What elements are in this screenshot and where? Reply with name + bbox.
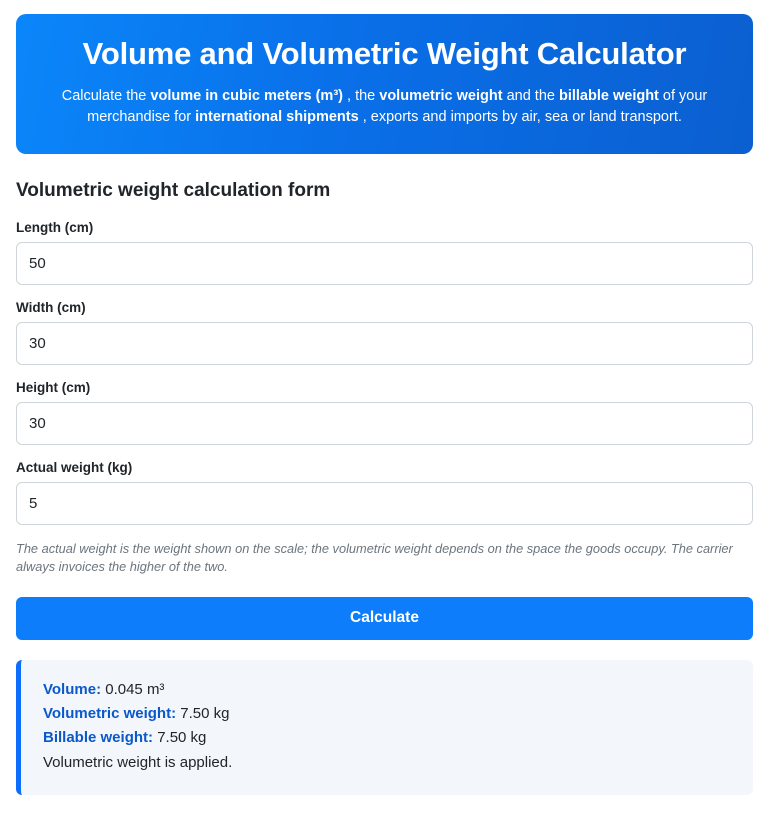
hero-subtitle-text-5: , exports and imports by air, sea or land transport. <box>358 108 682 125</box>
result-volume-row <box>43 678 733 702</box>
label-width: Width (cm) <box>16 299 86 315</box>
hero-subtitle-text-1: Calculate the <box>61 87 151 104</box>
hero-subtitle <box>40 86 729 128</box>
label-actual-weight: Actual weight (kg) <box>16 459 133 475</box>
hero-subtitle-text-2: , the <box>342 87 380 104</box>
field-actual-weight <box>16 460 753 525</box>
calculate-button[interactable]: Calculate <box>16 597 753 640</box>
page-title: Volume and Volumetric Weight Calculator <box>82 36 687 71</box>
volumetric-weight-form <box>16 220 753 640</box>
field-length <box>16 220 753 285</box>
hero-subtitle-bold-3: billable weight <box>558 87 659 104</box>
height-input[interactable] <box>16 402 753 445</box>
hero-subtitle-bold-1: volume in cubic meters (m³) <box>150 87 343 104</box>
label-length: Length (cm) <box>16 219 94 235</box>
result-note: Volumetric weight is applied. <box>43 753 233 771</box>
actual-weight-input[interactable] <box>16 482 753 525</box>
result-volume-value: 0.045 m³ <box>105 680 165 698</box>
result-volumetric-value: 7.50 kg <box>180 705 230 723</box>
length-input[interactable] <box>16 242 753 285</box>
form-section-title: Volumetric weight calculation form <box>16 179 331 201</box>
width-input[interactable] <box>16 322 753 365</box>
hero-banner <box>16 14 753 154</box>
field-height <box>16 380 753 445</box>
result-volumetric-row <box>43 702 733 726</box>
hero-subtitle-text-3: and the <box>502 87 559 104</box>
hero-subtitle-bold-2: volumetric weight <box>379 87 503 104</box>
result-billable-value: 7.50 kg <box>157 729 207 747</box>
label-height: Height (cm) <box>16 379 91 395</box>
result-volumetric-label: Volumetric weight: <box>43 705 177 723</box>
result-billable-label: Billable weight: <box>43 729 154 747</box>
hero-subtitle-text-4: of your merchandise for <box>87 87 708 125</box>
result-volume-label: Volume: <box>43 680 102 698</box>
result-panel <box>16 660 753 795</box>
result-billable-row <box>43 726 733 750</box>
field-width <box>16 300 753 365</box>
hero-subtitle-bold-4: international shipments <box>195 108 359 125</box>
form-helper-text: The actual weight is the weight shown on the scale; the volumetric weight depends on the space the goods occupy. The carrier always invoices the higher of the two. <box>16 540 733 575</box>
